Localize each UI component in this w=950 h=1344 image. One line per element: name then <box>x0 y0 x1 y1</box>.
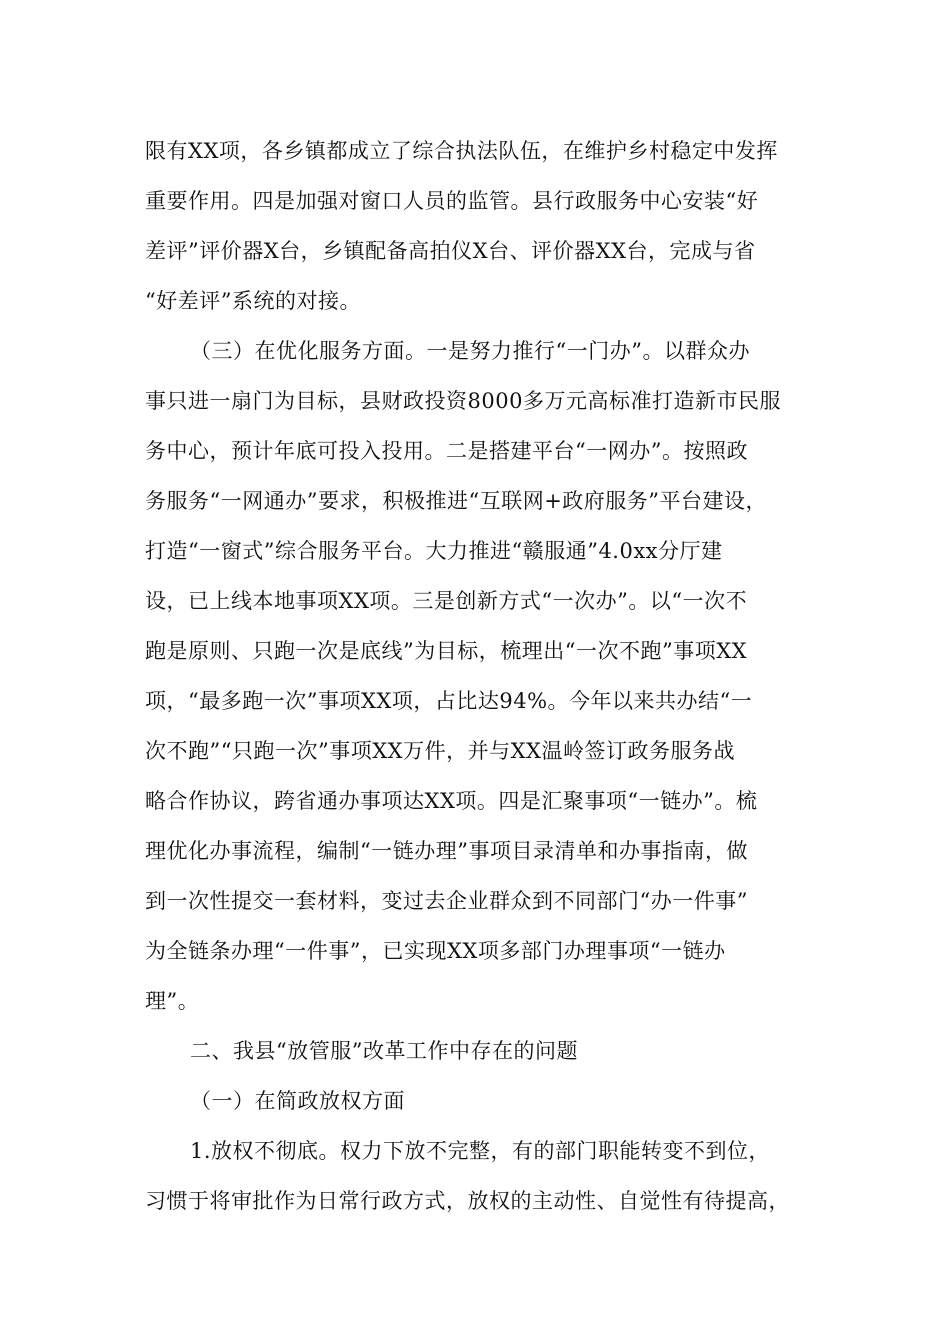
body-text-line: 为全链条办理“一件事”，已实现XX项多部门办理事项“一链办 <box>145 939 726 963</box>
body-text-line: 到一次性提交一套材料，变过去企业群众到不同部门“办一件事” <box>145 889 748 913</box>
body-text-line: 打造“一窗式”综合服务平台。大力推进“赣服通”4.0xx分厅建 <box>145 539 723 563</box>
body-text-line: 跑是原则、只跑一次是底线”为目标，梳理出“一次不跑”事项XX <box>145 639 748 663</box>
section-heading-problems: 二、我县“放管服”改革工作中存在的问题 <box>190 1039 578 1063</box>
subsection-heading-streamline: （一）在简政放权方面 <box>190 1089 405 1113</box>
body-text-line: “好差评”系统的对接。 <box>145 289 361 313</box>
body-text-line: 理优化办事流程，编制“一链办理”事项目录清单和办事指南，做 <box>145 839 748 863</box>
body-text-line: 项，“最多跑一次”事项XX项，占比达94%。今年以来共办结“一 <box>145 689 753 713</box>
body-text-line: 次不跑”“只跑一次”事项XX万件，并与XX温岭签订政务服务战 <box>145 739 736 763</box>
section-heading-optimize-services: （三）在优化服务方面。一是努力推行“一门办”。以群众办 <box>190 339 750 363</box>
body-text-line: 务中心，预计年底可投入投用。二是搭建平台“一网办”。按照政 <box>145 439 748 463</box>
body-text-line: 重要作用。四是加强对窗口人员的监管。县行政服务中心安装“好 <box>145 189 759 213</box>
body-text-line: 设，已上线本地事项XX项。三是创新方式“一次办”。以“一次不 <box>145 589 748 613</box>
body-text-line: 习惯于将审批作为日常行政方式，放权的主动性、自觉性有待提高， <box>145 1189 790 1213</box>
numbered-item-1: 1.放权不彻底。权力下放不完整，有的部门职能转变不到位， <box>190 1139 771 1163</box>
body-text-line: 限有XX项，各乡镇都成立了综合执法队伍，在维护乡村稳定中发挥 <box>145 139 778 163</box>
body-text-line: 务服务“一网通办”要求，积极推进“互联网+政府服务”平台建设， <box>145 489 768 513</box>
body-text-line: 差评”评价器X台，乡镇配备高拍仪X台、评价器XX台，完成与省 <box>145 239 756 263</box>
body-text-line: 理”。 <box>145 989 200 1013</box>
body-text-line: 事只进一扇门为目标，县财政投资8000多万元高标准打造新市民服 <box>145 389 781 413</box>
body-text-line: 略合作协议，跨省通办事项达XX项。四是汇聚事项“一链办”。梳 <box>145 789 758 813</box>
